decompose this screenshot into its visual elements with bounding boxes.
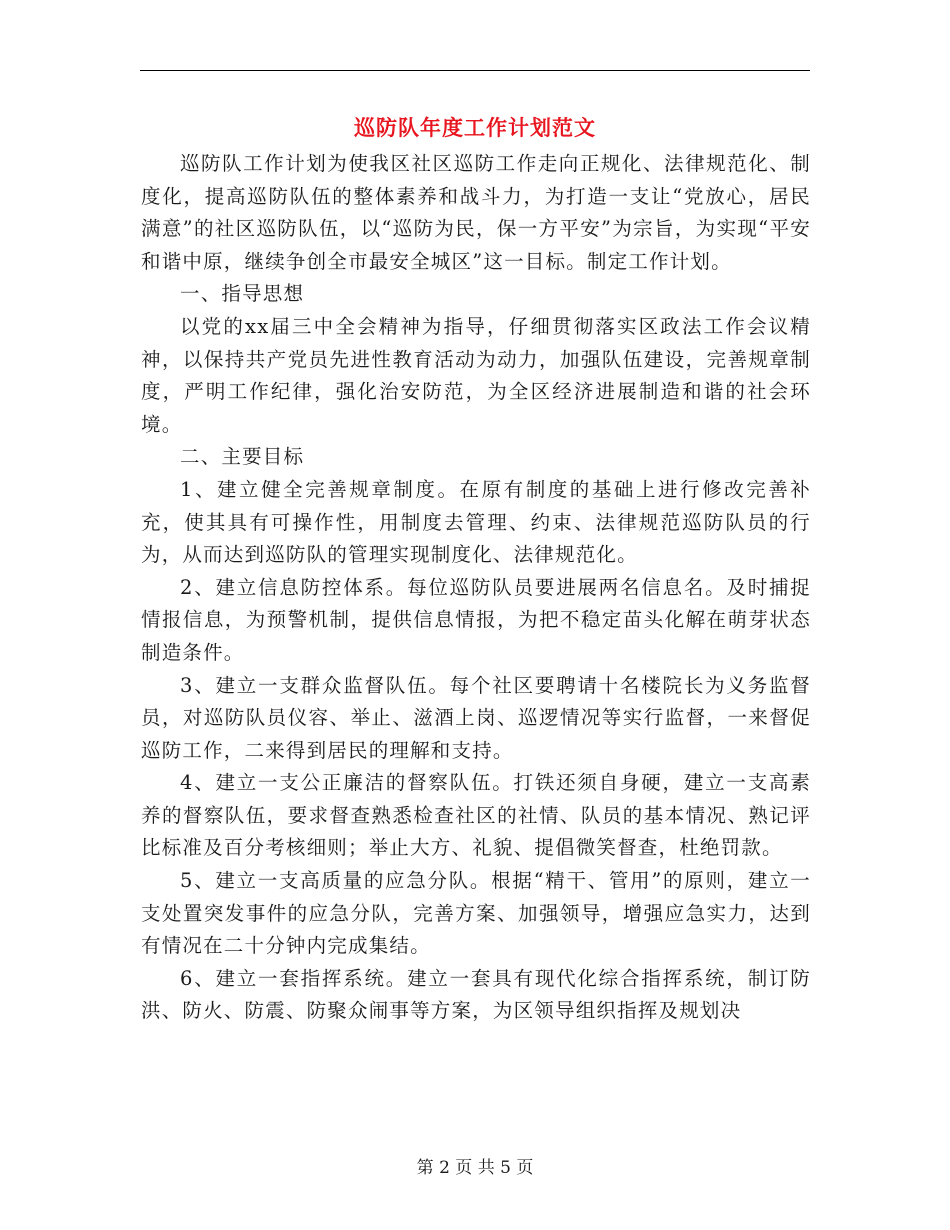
- paragraph-goal-5: 5、建立一支高质量的应急分队。根据“精干、管用”的原则，建立一支处置突发事件的应急分队，完善方案、加强领导，增强应急实力，达到有情况在二十分钟内完成集结。: [141, 869, 811, 958]
- document-body: [141, 148, 811, 1028]
- section-heading-guiding-ideology: 一、指导思想: [180, 282, 305, 306]
- paragraph-goal-3: 3、建立一支群众监督队伍。每个社区要聘请十名楼院长为义务监督员，对巡防队员仪容、举止、滋酒上岗、巡逻情况等实行监督，一来督促巡防工作，二来得到居民的理解和支持。: [141, 673, 811, 762]
- paragraph-goal-6: 6、建立一套指挥系统。建立一套具有现代化综合指挥系统，制订防洪、防火、防震、防聚众闹事等方案，为区领导组织指挥及规划决: [141, 966, 811, 1023]
- header-rule: [140, 70, 810, 71]
- paragraph-goal-4: 4、建立一支公正廉洁的督察队伍。打铁还须自身硬，建立一支高素养的督察队伍，要求督查熟悉检查社区的社情、队员的基本情况、熟记评比标准及百分考核细则；举止大方、礼貌、提倡微笑督查，杜绝罚款。: [141, 771, 811, 860]
- document-title: 巡防队年度工作计划范文: [354, 115, 596, 140]
- paragraph-intro: 巡防队工作计划为使我区社区巡防工作走向正规化、法律规范化、制度化，提高巡防队伍的整体素养和战斗力，为打造一支让“党放心，居民满意”的社区巡防队伍，以“巡防为民，保一方平安”为宗旨，为实现“平安和谐中原，继续争创全市最安全城区”这一目标。制定工作计划。: [141, 152, 811, 273]
- paragraph-goal-1: 1、建立健全完善规章制度。在原有制度的基础上进行修改完善补充，使其具有可操作性，用制度去管理、约束、法律规范巡防队员的行为，从而达到巡防队的管理实现制度化、法律规范化。: [141, 477, 811, 567]
- page-number-footer: 第 2 页 共 5 页: [416, 1158, 534, 1178]
- paragraph-guiding-ideology: 以党的xx届三中全会精神为指导，仔细贯彻落实区政法工作会议精神，以保持共产党员先进性教育活动为动力，加强队伍建设，完善规章制度，严明工作纪律，强化治安防范，为全区经济进展制造和谐的社会环境。: [141, 314, 811, 436]
- section-heading-main-goals: 二、主要目标: [180, 445, 305, 469]
- paragraph-goal-2: 2、建立信息防控体系。每位巡防队员要进展两名信息名。及时捕捉情报信息，为预警机制，提供信息情报，为把不稳定苗头化解在萌芽状态制造条件。: [141, 575, 811, 664]
